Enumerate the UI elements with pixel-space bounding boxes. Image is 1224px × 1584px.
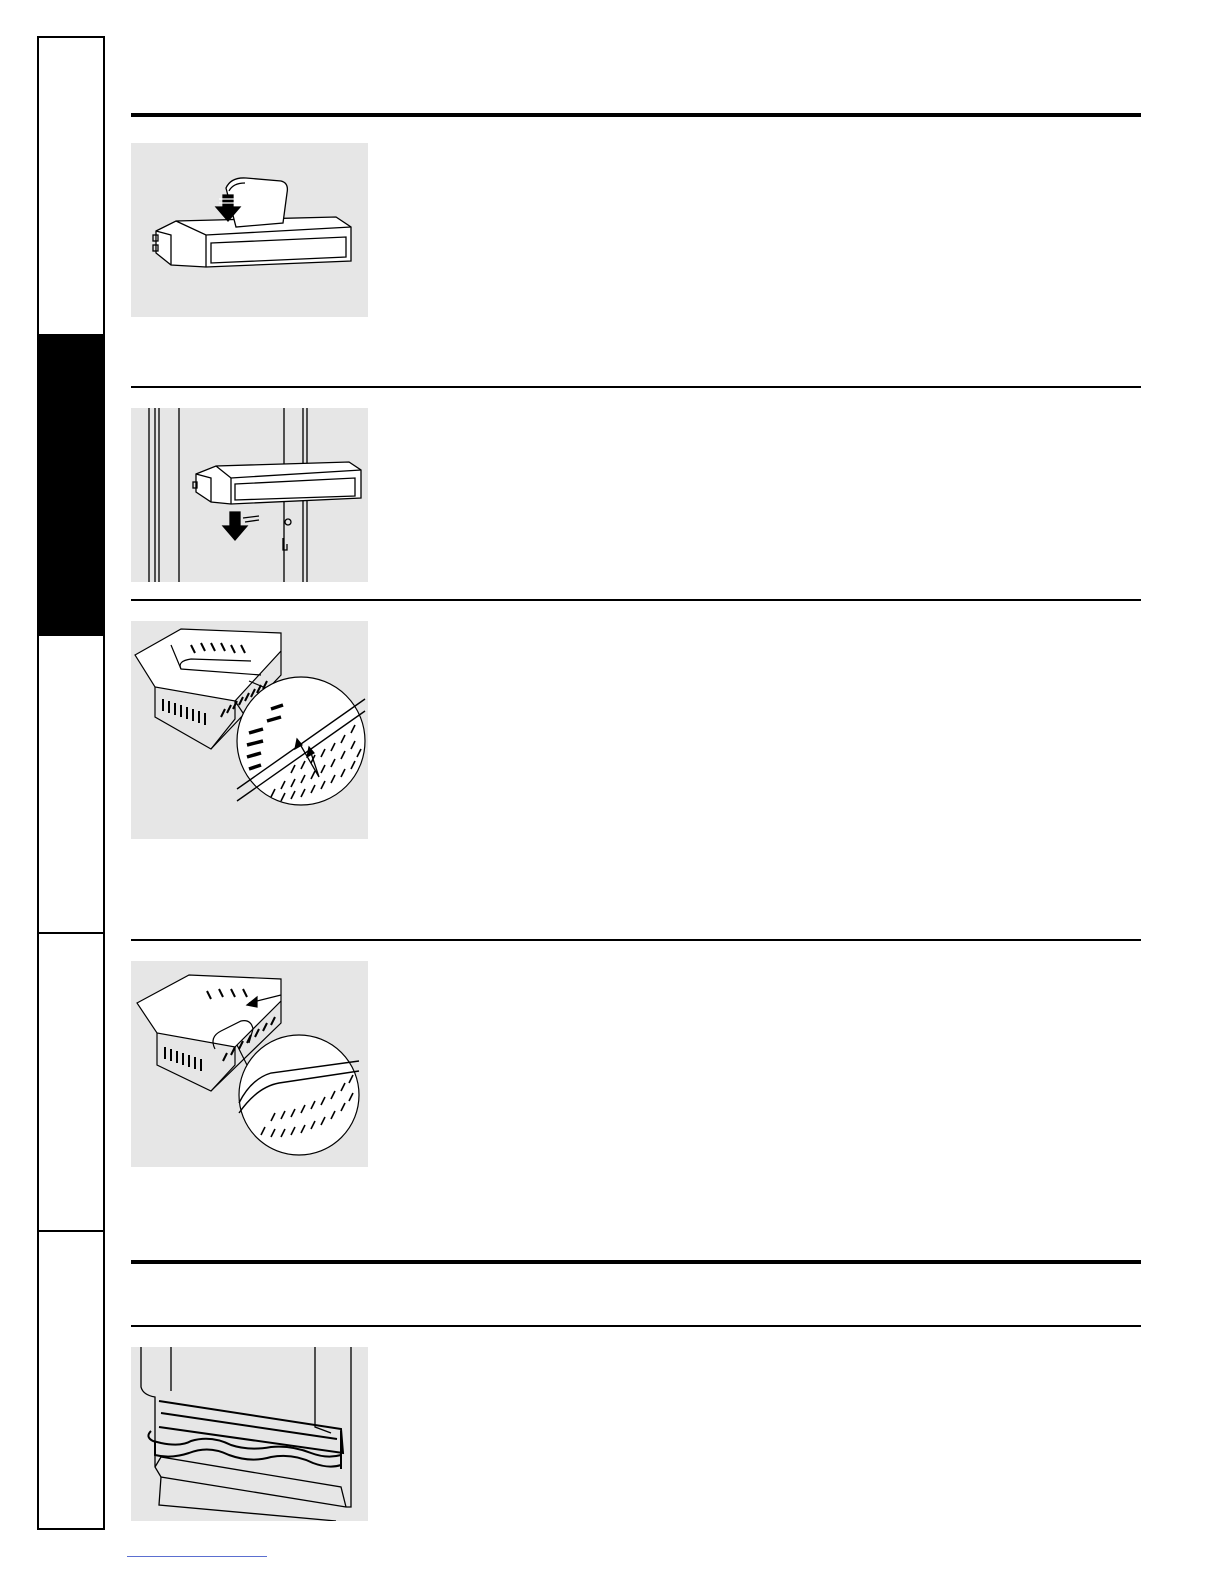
side-tab-strip (37, 36, 105, 1530)
section-rule-major (131, 1260, 1141, 1264)
section-rule (131, 1325, 1141, 1327)
side-tab-2-active[interactable] (39, 336, 103, 636)
section-rule-top (131, 113, 1141, 117)
door-rack-illustration (131, 1347, 368, 1521)
side-tab-4[interactable] (39, 934, 103, 1232)
basket-divider-illustration (131, 621, 368, 839)
side-tab-1[interactable] (39, 38, 103, 336)
side-tab-3[interactable] (39, 636, 103, 934)
section-rule (131, 386, 1141, 388)
basket-insert-illustration (131, 961, 368, 1167)
bin-cover-illustration (131, 143, 368, 317)
door-bin-removal-illustration (131, 408, 368, 582)
footer-link-underline[interactable] (127, 1556, 267, 1557)
side-tab-5[interactable] (39, 1232, 103, 1530)
section-rule (131, 939, 1141, 941)
section-rule (131, 599, 1141, 601)
